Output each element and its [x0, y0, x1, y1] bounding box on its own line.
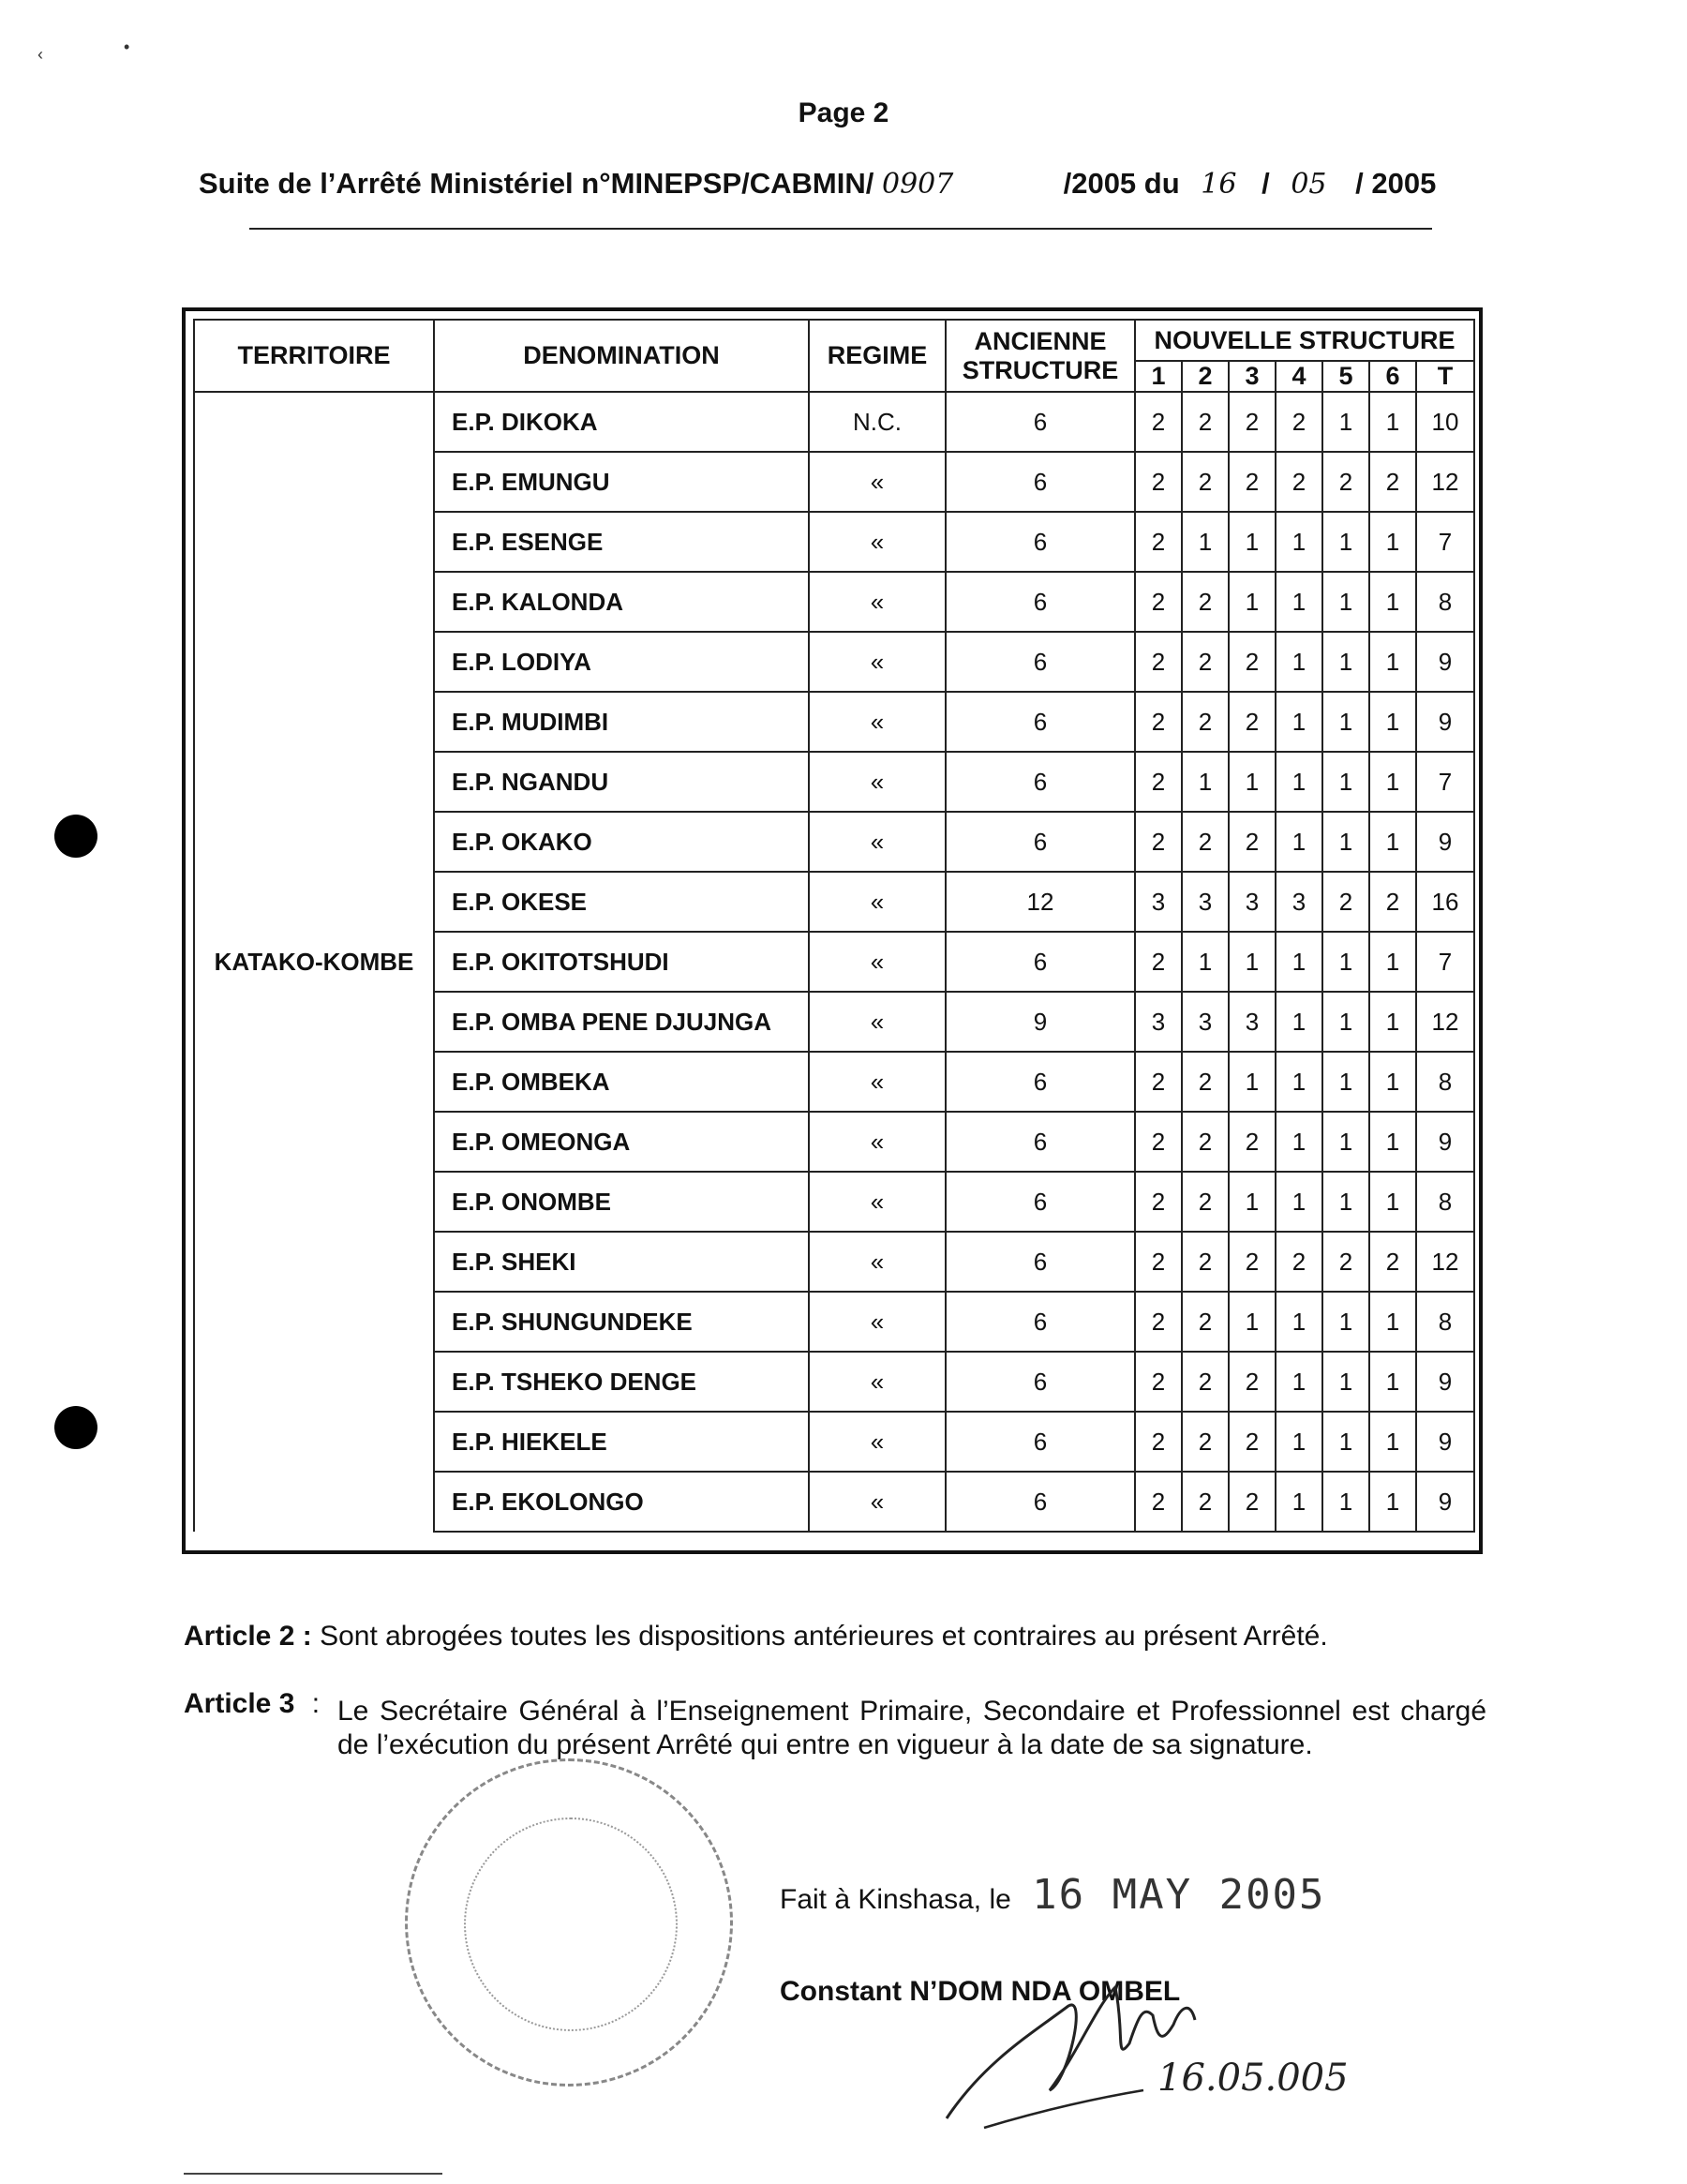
ancienne-structure-cell: 6: [946, 1052, 1135, 1112]
nouvelle-structure-cell: 2: [1135, 1352, 1182, 1412]
ancienne-structure-cell: 6: [946, 572, 1135, 632]
nouvelle-structure-cell: 1: [1322, 1112, 1369, 1172]
nouvelle-structure-cell: 2: [1182, 632, 1229, 692]
nouvelle-structure-cell: 2: [1135, 632, 1182, 692]
nouvelle-structure-cell: 2: [1229, 1112, 1276, 1172]
denomination-cell: E.P. ESENGE: [434, 512, 809, 572]
nouvelle-structure-cell: 1: [1369, 512, 1416, 572]
nouvelle-structure-cell: 1: [1276, 1172, 1322, 1232]
nouvelle-structure-cell: 1: [1322, 572, 1369, 632]
nouvelle-structure-cell: 1: [1369, 392, 1416, 452]
header-regime: REGIME: [809, 320, 946, 392]
header-sub-3: 3: [1229, 361, 1276, 392]
nouvelle-structure-cell: 1: [1369, 572, 1416, 632]
total-cell: 16: [1416, 872, 1474, 932]
nouvelle-structure-cell: 1: [1322, 1172, 1369, 1232]
nouvelle-structure-cell: 2: [1322, 872, 1369, 932]
nouvelle-structure-cell: 2: [1182, 1292, 1229, 1352]
scan-mark: ‹: [37, 45, 43, 64]
nouvelle-structure-cell: 1: [1322, 992, 1369, 1052]
regime-cell: «: [809, 632, 946, 692]
nouvelle-structure-cell: 2: [1182, 1472, 1229, 1532]
nouvelle-structure-cell: 2: [1369, 1232, 1416, 1292]
nouvelle-structure-cell: 1: [1322, 512, 1369, 572]
nouvelle-structure-cell: 1: [1322, 632, 1369, 692]
nouvelle-structure-cell: 2: [1322, 452, 1369, 512]
nouvelle-structure-cell: 1: [1276, 1112, 1322, 1172]
total-cell: 9: [1416, 1352, 1474, 1412]
ancienne-structure-cell: 6: [946, 752, 1135, 812]
total-cell: 10: [1416, 392, 1474, 452]
nouvelle-structure-cell: 2: [1135, 812, 1182, 872]
nouvelle-structure-cell: 2: [1229, 1232, 1276, 1292]
nouvelle-structure-cell: 2: [1135, 392, 1182, 452]
nouvelle-structure-cell: 1: [1369, 1352, 1416, 1412]
regime-cell: «: [809, 752, 946, 812]
ancienne-structure-cell: 6: [946, 812, 1135, 872]
denomination-cell: E.P. OKITOTSHUDI: [434, 932, 809, 992]
nouvelle-structure-cell: 1: [1276, 1052, 1322, 1112]
nouvelle-structure-cell: 1: [1369, 752, 1416, 812]
nouvelle-structure-cell: 1: [1229, 512, 1276, 572]
regime-cell: «: [809, 512, 946, 572]
regime-cell: «: [809, 1412, 946, 1472]
table-row: [194, 392, 1474, 452]
ancienne-structure-cell: 6: [946, 1172, 1135, 1232]
nouvelle-structure-cell: 2: [1135, 1472, 1182, 1532]
nouvelle-structure-cell: 1: [1276, 572, 1322, 632]
article-2: [184, 1620, 1486, 1653]
official-seal-inner: [464, 1818, 678, 2031]
reference-year: /2005 du: [1063, 167, 1180, 200]
nouvelle-structure-cell: 1: [1229, 932, 1276, 992]
nouvelle-structure-cell: 1: [1276, 692, 1322, 752]
nouvelle-structure-cell: 2: [1182, 1412, 1229, 1472]
nouvelle-structure-cell: 2: [1135, 932, 1182, 992]
header-sub-total: T: [1416, 361, 1474, 392]
nouvelle-structure-cell: 1: [1322, 1352, 1369, 1412]
total-cell: 9: [1416, 1412, 1474, 1472]
regime-cell: «: [809, 932, 946, 992]
signer-name: Constant N’DOM NDA OMBEL: [780, 1976, 1181, 2007]
denomination-cell: E.P. OMBEKA: [434, 1052, 809, 1112]
nouvelle-structure-cell: 1: [1369, 1472, 1416, 1532]
ancienne-structure-cell: 12: [946, 872, 1135, 932]
nouvelle-structure-cell: 2: [1369, 452, 1416, 512]
denomination-cell: E.P. TSHEKO DENGE: [434, 1352, 809, 1412]
regime-cell: «: [809, 1472, 946, 1532]
ancienne-structure-cell: 6: [946, 1112, 1135, 1172]
reference-number-handwritten: 0907: [881, 168, 954, 201]
nouvelle-structure-cell: 2: [1135, 1412, 1182, 1472]
scan-mark: •: [124, 37, 130, 56]
nouvelle-structure-cell: 2: [1182, 1352, 1229, 1412]
territoire-cell: KATAKO-KOMBE: [194, 392, 434, 1532]
schools-table: [193, 319, 1475, 1533]
ancienne-structure-cell: 6: [946, 452, 1135, 512]
ancienne-structure-cell: 9: [946, 992, 1135, 1052]
total-cell: 9: [1416, 1112, 1474, 1172]
denomination-cell: E.P. EKOLONGO: [434, 1472, 809, 1532]
total-cell: 8: [1416, 1172, 1474, 1232]
binder-hole: [54, 1406, 97, 1449]
nouvelle-structure-cell: 1: [1322, 752, 1369, 812]
nouvelle-structure-cell: 2: [1182, 1052, 1229, 1112]
nouvelle-structure-cell: 1: [1369, 992, 1416, 1052]
denomination-cell: E.P. NGANDU: [434, 752, 809, 812]
nouvelle-structure-cell: 1: [1276, 632, 1322, 692]
place-date-line: [780, 1871, 1326, 1919]
header-denomination: DENOMINATION: [434, 320, 809, 392]
nouvelle-structure-cell: 1: [1276, 512, 1322, 572]
total-cell: 7: [1416, 932, 1474, 992]
article-2-text: Sont abrogées toutes les dispositions antérieures et contraires au présent Arrêté.: [320, 1621, 1328, 1652]
nouvelle-structure-cell: 2: [1276, 452, 1322, 512]
official-seal: [405, 1758, 733, 2087]
nouvelle-structure-cell: 2: [1229, 1352, 1276, 1412]
total-cell: 8: [1416, 1052, 1474, 1112]
header-sub-6: 6: [1369, 361, 1416, 392]
denomination-cell: E.P. OMEONGA: [434, 1112, 809, 1172]
nouvelle-structure-cell: 1: [1276, 932, 1322, 992]
nouvelle-structure-cell: 2: [1182, 392, 1229, 452]
nouvelle-structure-cell: 1: [1322, 1292, 1369, 1352]
nouvelle-structure-cell: 2: [1229, 1412, 1276, 1472]
regime-cell: N.C.: [809, 392, 946, 452]
nouvelle-structure-cell: 1: [1369, 632, 1416, 692]
footer-rule: [184, 2173, 442, 2175]
total-cell: 9: [1416, 632, 1474, 692]
total-cell: 9: [1416, 812, 1474, 872]
nouvelle-structure-cell: 1: [1369, 812, 1416, 872]
article-3-label: Article 3: [184, 1688, 295, 1719]
nouvelle-structure-cell: 1: [1276, 1292, 1322, 1352]
nouvelle-structure-cell: 2: [1135, 1112, 1182, 1172]
regime-cell: «: [809, 452, 946, 512]
denomination-cell: E.P. SHUNGUNDEKE: [434, 1292, 809, 1352]
total-cell: 9: [1416, 1472, 1474, 1532]
reference-prefix: Suite de l’Arrêté Ministériel n°MINEPSP/CABMIN/: [199, 167, 874, 200]
nouvelle-structure-cell: 2: [1135, 1172, 1182, 1232]
nouvelle-structure-cell: 1: [1229, 1052, 1276, 1112]
reference-month-handwritten: 05: [1291, 168, 1327, 201]
nouvelle-structure-cell: 2: [1135, 452, 1182, 512]
ancienne-structure-cell: 6: [946, 932, 1135, 992]
reference-sep1: /: [1262, 167, 1270, 200]
nouvelle-structure-cell: 1: [1229, 572, 1276, 632]
nouvelle-structure-cell: 2: [1135, 512, 1182, 572]
nouvelle-structure-cell: 1: [1322, 1052, 1369, 1112]
header-ancienne-structure: [946, 320, 1135, 392]
regime-cell: «: [809, 812, 946, 872]
nouvelle-structure-cell: 1: [1182, 512, 1229, 572]
nouvelle-structure-cell: 3: [1276, 872, 1322, 932]
nouvelle-structure-cell: 1: [1229, 1292, 1276, 1352]
nouvelle-structure-cell: 1: [1369, 1112, 1416, 1172]
nouvelle-structure-cell: 1: [1322, 1472, 1369, 1532]
nouvelle-structure-cell: 1: [1276, 992, 1322, 1052]
ancienne-structure-cell: 6: [946, 512, 1135, 572]
ancienne-structure-cell: 6: [946, 1472, 1135, 1532]
denomination-cell: E.P. MUDIMBI: [434, 692, 809, 752]
nouvelle-structure-cell: 1: [1322, 692, 1369, 752]
header-rule: [249, 228, 1432, 230]
nouvelle-structure-cell: 1: [1369, 692, 1416, 752]
nouvelle-structure-cell: 2: [1322, 1232, 1369, 1292]
denomination-cell: E.P. OMBA PENE DJUJNGA: [434, 992, 809, 1052]
regime-cell: «: [809, 992, 946, 1052]
ancienne-structure-cell: 6: [946, 392, 1135, 452]
nouvelle-structure-cell: 2: [1182, 572, 1229, 632]
nouvelle-structure-cell: 1: [1369, 1292, 1416, 1352]
binder-hole: [54, 815, 97, 858]
nouvelle-structure-cell: 3: [1182, 992, 1229, 1052]
regime-cell: «: [809, 1292, 946, 1352]
nouvelle-structure-cell: 1: [1276, 1412, 1322, 1472]
ancienne-structure-cell: 6: [946, 692, 1135, 752]
nouvelle-structure-cell: 2: [1229, 632, 1276, 692]
denomination-cell: E.P. ONOMBE: [434, 1172, 809, 1232]
ancienne-structure-cell: 6: [946, 1232, 1135, 1292]
nouvelle-structure-cell: 1: [1276, 1472, 1322, 1532]
nouvelle-structure-cell: 3: [1135, 992, 1182, 1052]
nouvelle-structure-cell: 2: [1229, 452, 1276, 512]
total-cell: 12: [1416, 992, 1474, 1052]
denomination-cell: E.P. OKAKO: [434, 812, 809, 872]
nouvelle-structure-cell: 1: [1229, 752, 1276, 812]
regime-cell: «: [809, 1172, 946, 1232]
total-cell: 8: [1416, 572, 1474, 632]
regime-cell: «: [809, 692, 946, 752]
nouvelle-structure-cell: 1: [1182, 752, 1229, 812]
ancienne-structure-cell: 6: [946, 1352, 1135, 1412]
nouvelle-structure-cell: 1: [1276, 812, 1322, 872]
page-label: Page 2: [798, 97, 889, 128]
article-3-colon: :: [311, 1688, 321, 1719]
nouvelle-structure-cell: 3: [1135, 872, 1182, 932]
nouvelle-structure-cell: 2: [1135, 1292, 1182, 1352]
nouvelle-structure-cell: 2: [1229, 812, 1276, 872]
total-cell: 8: [1416, 1292, 1474, 1352]
nouvelle-structure-cell: 1: [1369, 1412, 1416, 1472]
fait-a-kinshasa: Fait à Kinshasa, le: [780, 1884, 1011, 1915]
nouvelle-structure-cell: 3: [1229, 992, 1276, 1052]
nouvelle-structure-cell: 2: [1229, 692, 1276, 752]
nouvelle-structure-cell: 1: [1229, 1172, 1276, 1232]
denomination-cell: E.P. HIEKELE: [434, 1412, 809, 1472]
nouvelle-structure-cell: 2: [1182, 1112, 1229, 1172]
denomination-cell: E.P. LODIYA: [434, 632, 809, 692]
total-cell: 7: [1416, 752, 1474, 812]
regime-cell: «: [809, 1112, 946, 1172]
nouvelle-structure-cell: 1: [1369, 932, 1416, 992]
nouvelle-structure-cell: 1: [1276, 752, 1322, 812]
nouvelle-structure-cell: 2: [1369, 872, 1416, 932]
nouvelle-structure-cell: 2: [1276, 1232, 1322, 1292]
header-sub-1: 1: [1135, 361, 1182, 392]
handwritten-signature: [928, 1950, 1349, 2137]
header-sub-5: 5: [1322, 361, 1369, 392]
nouvelle-structure-cell: 1: [1322, 392, 1369, 452]
nouvelle-structure-cell: 2: [1182, 1172, 1229, 1232]
nouvelle-structure-cell: 2: [1135, 572, 1182, 632]
nouvelle-structure-cell: 1: [1369, 1172, 1416, 1232]
header-sub-2: 2: [1182, 361, 1229, 392]
stamped-date: 16 MAY 2005: [1032, 1871, 1326, 1919]
header-sub-4: 4: [1276, 361, 1322, 392]
total-cell: 9: [1416, 692, 1474, 752]
nouvelle-structure-cell: 2: [1182, 692, 1229, 752]
regime-cell: «: [809, 1352, 946, 1412]
nouvelle-structure-cell: 2: [1182, 1232, 1229, 1292]
header-ancienne-line1: ANCIENNE: [974, 326, 1107, 355]
article-2-label: Article 2 :: [184, 1621, 312, 1652]
nouvelle-structure-cell: 1: [1182, 932, 1229, 992]
nouvelle-structure-cell: 2: [1135, 692, 1182, 752]
total-cell: 12: [1416, 1232, 1474, 1292]
signature-date-handwritten: 16.05.005: [1157, 2057, 1349, 2100]
nouvelle-structure-cell: 2: [1135, 1052, 1182, 1112]
reference-day-handwritten: 16: [1201, 168, 1237, 201]
ancienne-structure-cell: 6: [946, 1292, 1135, 1352]
nouvelle-structure-cell: 2: [1229, 392, 1276, 452]
ancienne-structure-cell: 6: [946, 1412, 1135, 1472]
ancienne-structure-cell: 6: [946, 632, 1135, 692]
decree-reference: [199, 167, 1492, 201]
nouvelle-structure-cell: 2: [1135, 752, 1182, 812]
denomination-cell: E.P. KALONDA: [434, 572, 809, 632]
total-cell: 7: [1416, 512, 1474, 572]
schools-table-frame: [182, 307, 1483, 1554]
nouvelle-structure-cell: 1: [1322, 932, 1369, 992]
nouvelle-structure-cell: 1: [1322, 1412, 1369, 1472]
nouvelle-structure-cell: 2: [1276, 392, 1322, 452]
nouvelle-structure-cell: 2: [1182, 452, 1229, 512]
regime-cell: «: [809, 572, 946, 632]
reference-sep2: / 2005: [1355, 167, 1437, 200]
denomination-cell: E.P. OKESE: [434, 872, 809, 932]
nouvelle-structure-cell: 2: [1182, 812, 1229, 872]
header-ancienne-line2: STRUCTURE: [962, 355, 1119, 384]
denomination-cell: E.P. EMUNGU: [434, 452, 809, 512]
denomination-cell: E.P. SHEKI: [434, 1232, 809, 1292]
nouvelle-structure-cell: 1: [1322, 812, 1369, 872]
regime-cell: «: [809, 1232, 946, 1292]
nouvelle-structure-cell: 1: [1276, 1352, 1322, 1412]
nouvelle-structure-cell: 2: [1135, 1232, 1182, 1292]
denomination-cell: E.P. DIKOKA: [434, 392, 809, 452]
regime-cell: «: [809, 872, 946, 932]
header-territoire: TERRITOIRE: [194, 320, 434, 392]
nouvelle-structure-cell: 2: [1229, 1472, 1276, 1532]
total-cell: 12: [1416, 452, 1474, 512]
regime-cell: «: [809, 1052, 946, 1112]
nouvelle-structure-cell: 3: [1229, 872, 1276, 932]
nouvelle-structure-cell: 3: [1182, 872, 1229, 932]
nouvelle-structure-cell: 1: [1369, 1052, 1416, 1112]
article-3-text: Le Secrétaire Général à l’Enseignement Primaire, Secondaire et Professionnel est chargé de l’exécution du présent Arrêté qui entre en vigueur à la date de sa signature.: [337, 1696, 1486, 1760]
header-nouvelle-structure: NOUVELLE STRUCTURE: [1135, 320, 1474, 361]
